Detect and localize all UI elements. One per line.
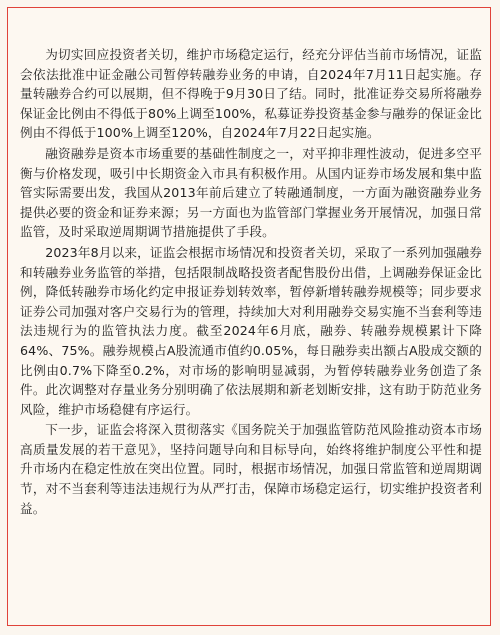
paragraph-1: 为切实回应投资者关切，维护市场稳定运行，经充分评估当前市场情况，证监会依法批准中证金融公司暂停转融券业务的申请，自2024年7月11日起实施。存量转融券合约可以展期，但不得晚于9月30日了结。同时，批准证券交易所将融券保证金比例由不得低于80%上调至100%，私募证券投资基金参与融券的保证金比例由不得低于100%上调至120%，自2024年7月22日起实施。 bbox=[20, 47, 482, 141]
paragraph-4: 下一步，证监会将深入贯彻落实《国务院关于加强监管防范风险推动资本市场高质量发展的若干意见》，坚持问题导向和目标导向，始终将维护制度公平性和提升市场内在稳定性放在突出位置。同时，根据市场情况，加强日常监管和逆周期调节，对不当套利等违法违规行为从严打击，保障市场稳定运行，切实维护投资者利益。 bbox=[20, 422, 482, 516]
article-body bbox=[20, 45, 482, 519]
paragraph-3: 2023年8月以来，证监会根据市场情况和投资者关切，采取了一系列加强融券和转融券业务监管的举措，包括限制战略投资者配售股份出借，上调融券保证金比例，降低转融券市场化约定申报证券划转效率，暂停新增转融券规模等；同步要求证券公司加强对客户交易行为的管理，持续加大对利用融券交易实施不当套利等违法违规行为的监管执法力度。截至2024年6月底，融券、转融券规模累计下降64%、75%。融券规模占A股流通市值约0.05%，每日融券卖出额占A股成交额的比例由0.7%下降至0.2%，对市场的影响明显减弱，为暂停转融券业务创造了条件。此次调整对存量业务分别明确了依法展期和新老划断安排，这有助于防范业务风险，维护市场稳健有序运行。 bbox=[20, 244, 482, 417]
paragraph-2: 融资融券是资本市场重要的基础性制度之一，对平抑非理性波动，促进多空平衡与价格发现，吸引中长期资金入市具有积极作用。从国内证券市场发展和集中监管实际需要出发，我国从2013年前后建立了转融通制度，一方面为融资融券业务提供必要的资金和证券来源；另一方面也为监管部门掌握业务开展情况，加强日常监管，及时采取逆周期调节措施提供了手段。 bbox=[20, 145, 482, 240]
